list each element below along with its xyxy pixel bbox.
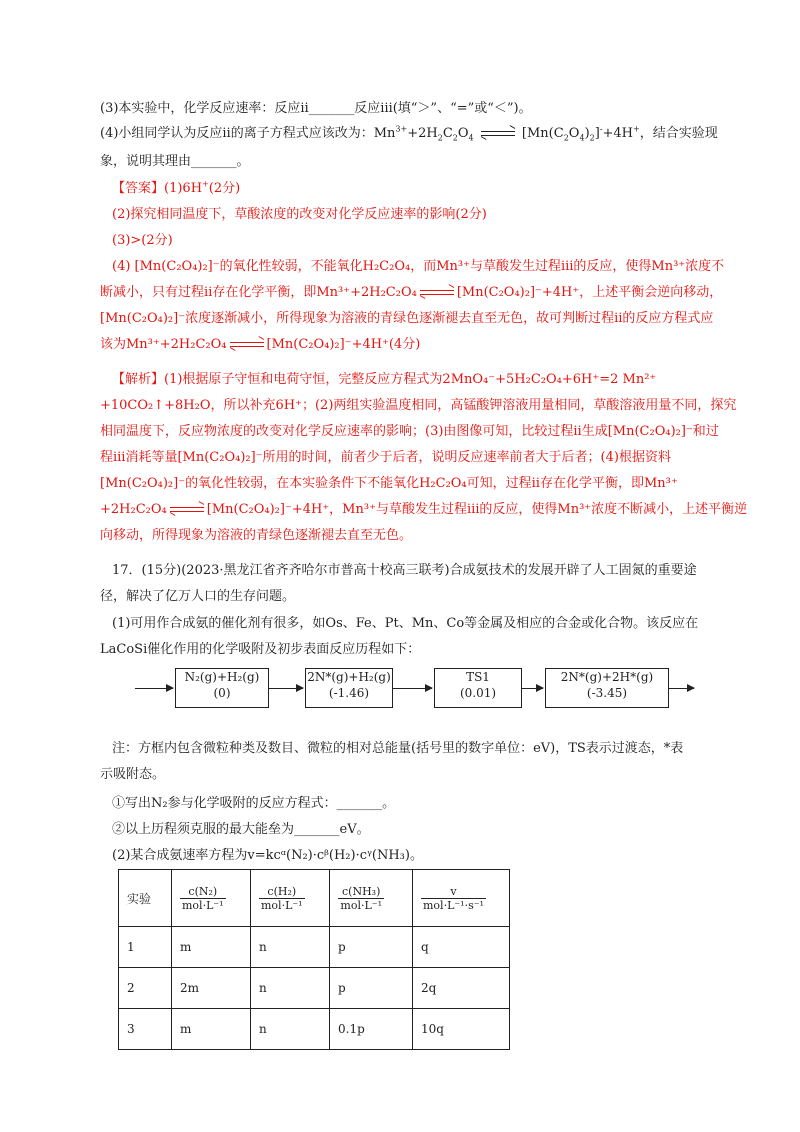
table-cell: m [172, 927, 251, 968]
step-box-3: TS1 (0.01) [434, 668, 522, 708]
table-cell: 2q [413, 968, 510, 1009]
answer-4-line1: (4) [Mn(C₂O₄)₂]⁻的氧化性较弱，不能氧化H₂C₂O₄，而Mn³⁺与草酸发生过程ⅲ的反应，使得Mn³⁺浓度不 [112, 259, 725, 274]
part-2-line: (2)某合成氨速率方程为v=kcᵅ(N₂)·cᵝ(H₂)·cᵞ(NH₃)。 [112, 848, 423, 863]
table-cell: 2m [172, 968, 251, 1009]
header-cell: $\frac{\text{c(NH₃)}}{\text{mol·L⁻¹}}$ [330, 870, 413, 927]
equilibrium-arrow [170, 505, 204, 515]
answer-2: (2)探究相同温度下，草酸浓度的改变对化学反应速率的影响(2分) [112, 207, 487, 222]
flow-arrow [521, 688, 543, 689]
q17-line1: 17．(15分)(2023·黑龙江省齐齐哈尔市普高十校高三联考)合成氨技术的发展开辟了人工固氮的重要途 [112, 563, 697, 578]
rate-data-table [118, 869, 510, 1050]
sub-question-1: ①写出N₂参与化学吸附的反应方程式：_______。 [112, 796, 396, 811]
table-cell: m [172, 1009, 251, 1050]
step-box-1: N₂(g)+H₂(g) (0) [175, 668, 269, 708]
answer-3: (3)>(2分) [112, 233, 173, 248]
table-row [119, 927, 510, 968]
table-cell: 1 [119, 927, 172, 968]
table-cell: q [413, 927, 510, 968]
header-cell: 实验 [119, 870, 172, 927]
sub-question-2: ②以上历程须克服的最大能垒为_______eV。 [112, 822, 370, 837]
table-cell: n [251, 1009, 330, 1050]
q4-line2: 象，说明其理由_______。 [100, 154, 250, 169]
analysis-line7: 向移动，所得现象为溶液的青绿色逐渐褪去直至无色。 [100, 528, 413, 543]
analysis-line2: +10CO₂↑+8H₂O，所以补充6H⁺；(2)两组实验温度相同，高锰酸钾溶液用量相同，草酸溶液用量不同，探究 [100, 398, 737, 413]
header-cell: $\frac{\text{c(N₂)}}{\text{mol·L⁻¹}}$ [172, 870, 251, 927]
table-cell: p [330, 968, 413, 1009]
analysis-line3: 相同温度下，反应物浓度的改变对化学反应速率的影响；(3)由图像可知，比较过程ⅱ生成[Mn(C₂O₄)₂]⁻和过 [100, 424, 719, 439]
equilibrium-arrow [420, 288, 454, 298]
flow-arrow [668, 688, 694, 689]
table-cell: n [251, 927, 330, 968]
equilibrium-arrow [481, 129, 515, 139]
q17-p1-line2: LaCoSi催化作用的化学吸附及初步表面反应历程如下： [100, 642, 421, 657]
answer-4-line3: [Mn(C₂O₄)₂]⁻浓度逐渐减小，所得现象为溶液的青绿色逐渐褪去直至无色，故可判断过程ⅱ的反应方程式应 [100, 311, 714, 326]
q4-line1: (4)小组同学认为反应ⅱ的离子方程式应该改为：$Mn^{3+}+2H_2C_2O_4$ $[Mn(C_2O_4)_2]^-+4H^+$，结合实验现 [100, 124, 718, 143]
table-cell: 3 [119, 1009, 172, 1050]
table-cell: 10q [413, 1009, 510, 1050]
header-cell: $\frac{v}{\text{mol·L⁻¹·s⁻¹}}$ [413, 870, 510, 927]
q17-line2: 径，解决了亿万人口的生存问题。 [100, 589, 296, 604]
equilibrium-arrow [230, 340, 264, 350]
flow-arrow [135, 688, 173, 689]
table-cell: 0.1p [330, 1009, 413, 1050]
table-cell: 2 [119, 968, 172, 1009]
analysis-line4: 程ⅲ消耗等量[Mn(C₂O₄)₂]⁻所用的时间，前者少于后者，说明反应速率前者大于后者；(4)根据资料 [100, 450, 671, 465]
table-cell: p [330, 927, 413, 968]
answer-4-line2: 断减小，只有过程ⅱ存在化学平衡，即Mn³⁺+2H₂C₂O₄ [Mn(C₂O₄)₂]⁻+4H⁺，上述平衡会逆向移动， [100, 285, 723, 300]
step-box-2: 2N*(g)+H₂(g) (-1.46) [305, 668, 393, 708]
table-row [119, 1009, 510, 1050]
answer-4-line4: 该为Mn³⁺+2H₂C₂O₄ [Mn(C₂O₄)₂]⁻+4H⁺(4分) [100, 337, 421, 352]
q3-line: (3)本实验中，化学反应速率：反应ⅱ_______反应ⅲ(填“＞”、“=”或“＜”)。 [100, 101, 532, 116]
flow-arrow [268, 688, 303, 689]
note-line2: 示吸附态。 [100, 767, 166, 782]
step-box-4: 2N*(g)+2H*(g) (-3.45) [545, 668, 669, 708]
analysis-line5: [Mn(C₂O₄)₂]⁻的氧化性较弱，在本实验条件下不能氧化H₂C₂O₄可知，过程ⅱ存在化学平衡，即Mn³⁺ [100, 476, 678, 491]
analysis-line1: 【解析】(1)根据原子守恒和电荷守恒，完整反应方程式为2MnO₄⁻+5H₂C₂O₄+6H⁺=2 Mn²⁺ [112, 372, 657, 387]
table-cell: n [251, 968, 330, 1009]
answer-1: 【答案】(1)6H+(2分) [112, 179, 241, 196]
table-header-row [119, 870, 510, 927]
analysis-line6: +2H₂C₂O₄ [Mn(C₂O₄)₂]⁻+4H⁺，Mn³⁺与草酸发生过程ⅲ的反应，使得Mn³⁺浓度不断减小，上述平衡逆 [100, 502, 748, 517]
q17-p1-line1: (1)可用作合成氨的催化剂有很多，如Os、Fe、Pt、Mn、Co等金属及相应的合金或化合物。该反应在 [112, 616, 699, 631]
flow-arrow [392, 688, 432, 689]
note-line1: 注：方框内包含微粒种类及数目、微粒的相对总能量(括号里的数字单位：eV)，TS表示过渡态，*表 [112, 741, 684, 756]
header-cell: $\frac{\text{c(H₂)}}{\text{mol·L⁻¹}}$ [251, 870, 330, 927]
table-row [119, 968, 510, 1009]
